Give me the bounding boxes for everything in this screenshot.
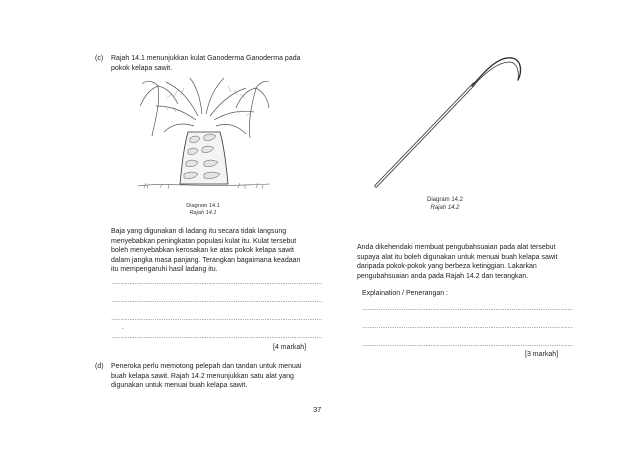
diagram-14-1-caption-ms: Rajah 14.1 xyxy=(189,210,217,216)
question-c-body-line-3: boleh menyebabkan kerosakan ke atas pokok kelapa sawit xyxy=(111,247,294,254)
answer-line-d-3[interactable]: ……………………………………………………………………………………………………… xyxy=(362,342,573,348)
question-d-line-1: Peneroka perlu memotong pelepah dan tandan untuk menuai xyxy=(111,363,302,370)
right-body-line-2: supaya alat itu boleh digunakan untuk menuai buah kelapa sawit xyxy=(357,253,558,261)
answer-line-c-4[interactable]: ……………………………………………………………………………………………………… xyxy=(111,334,322,340)
diagram-14-1-caption-en: Diagram 14.1 xyxy=(186,203,220,209)
question-c-body-line-4: dalam jangka masa panjang. Terangkan bagaimana keadaan xyxy=(111,256,301,264)
answer-line-c-1[interactable]: ……………………………………………………………………………………………………… xyxy=(111,280,322,286)
question-c-marks: [4 markah] xyxy=(273,344,307,351)
right-marks: [3 markah] xyxy=(525,351,559,358)
explanation-label: Explaination / Penerangan : xyxy=(362,290,449,297)
right-body-line-1: Anda dikehendaki membuat pengubahsuaian pada alat tersebut xyxy=(357,244,556,251)
diagram-14-2-caption-en: Diagram 14.2 xyxy=(426,197,464,203)
question-c-intro-line-1: Rajah 14.1 menunjukkan kulat Ganoderma Ganoderma pada xyxy=(111,55,301,62)
answer-line-c-2[interactable]: ……………………………………………………………………………………………………… xyxy=(111,298,322,304)
question-c-intro-line-2: pokok kelapa sawit. xyxy=(111,64,173,72)
question-d-line-2: buah kelapa sawit. Rajah 14.2 menunjukkan satu alat yang xyxy=(111,372,294,380)
right-body-line-4: pengubahsuaian anda pada Rajah 14.2 dan terangkan. xyxy=(357,272,529,280)
question-d-line-3: digunakan untuk menuai buah kelapa sawit. xyxy=(111,382,248,389)
question-c-body-line-1: Baja yang digunakan di ladang itu secara tidak langsung xyxy=(111,228,287,235)
stray-mark: . xyxy=(122,325,124,331)
harvesting-sickle-illustration xyxy=(372,50,524,190)
page-number: 37 xyxy=(313,405,322,414)
answer-line-d-2[interactable]: ……………………………………………………………………………………………………… xyxy=(362,324,573,330)
answer-line-d-1[interactable]: ……………………………………………………………………………………………………… xyxy=(362,306,573,312)
question-c-body-line-5: itu mempengaruhi hasil ladang itu. xyxy=(111,266,218,273)
diagram-14-2-caption-ms: Rajah 14.2 xyxy=(430,205,460,211)
oil-palm-ganoderma-illustration xyxy=(138,76,270,198)
question-c-body-line-2: menyebabkan peningkatan populasi kulat itu. Kulat tersebut xyxy=(111,237,297,245)
question-c-label: (c) xyxy=(95,55,104,62)
answer-line-c-3[interactable]: ……………………………………………………………………………………………………… xyxy=(111,316,322,322)
right-body-line-3: daripada pokok-pokok yang berbeza ketinggian. Lakarkan xyxy=(357,263,537,270)
question-d-label: (d) xyxy=(95,363,104,370)
